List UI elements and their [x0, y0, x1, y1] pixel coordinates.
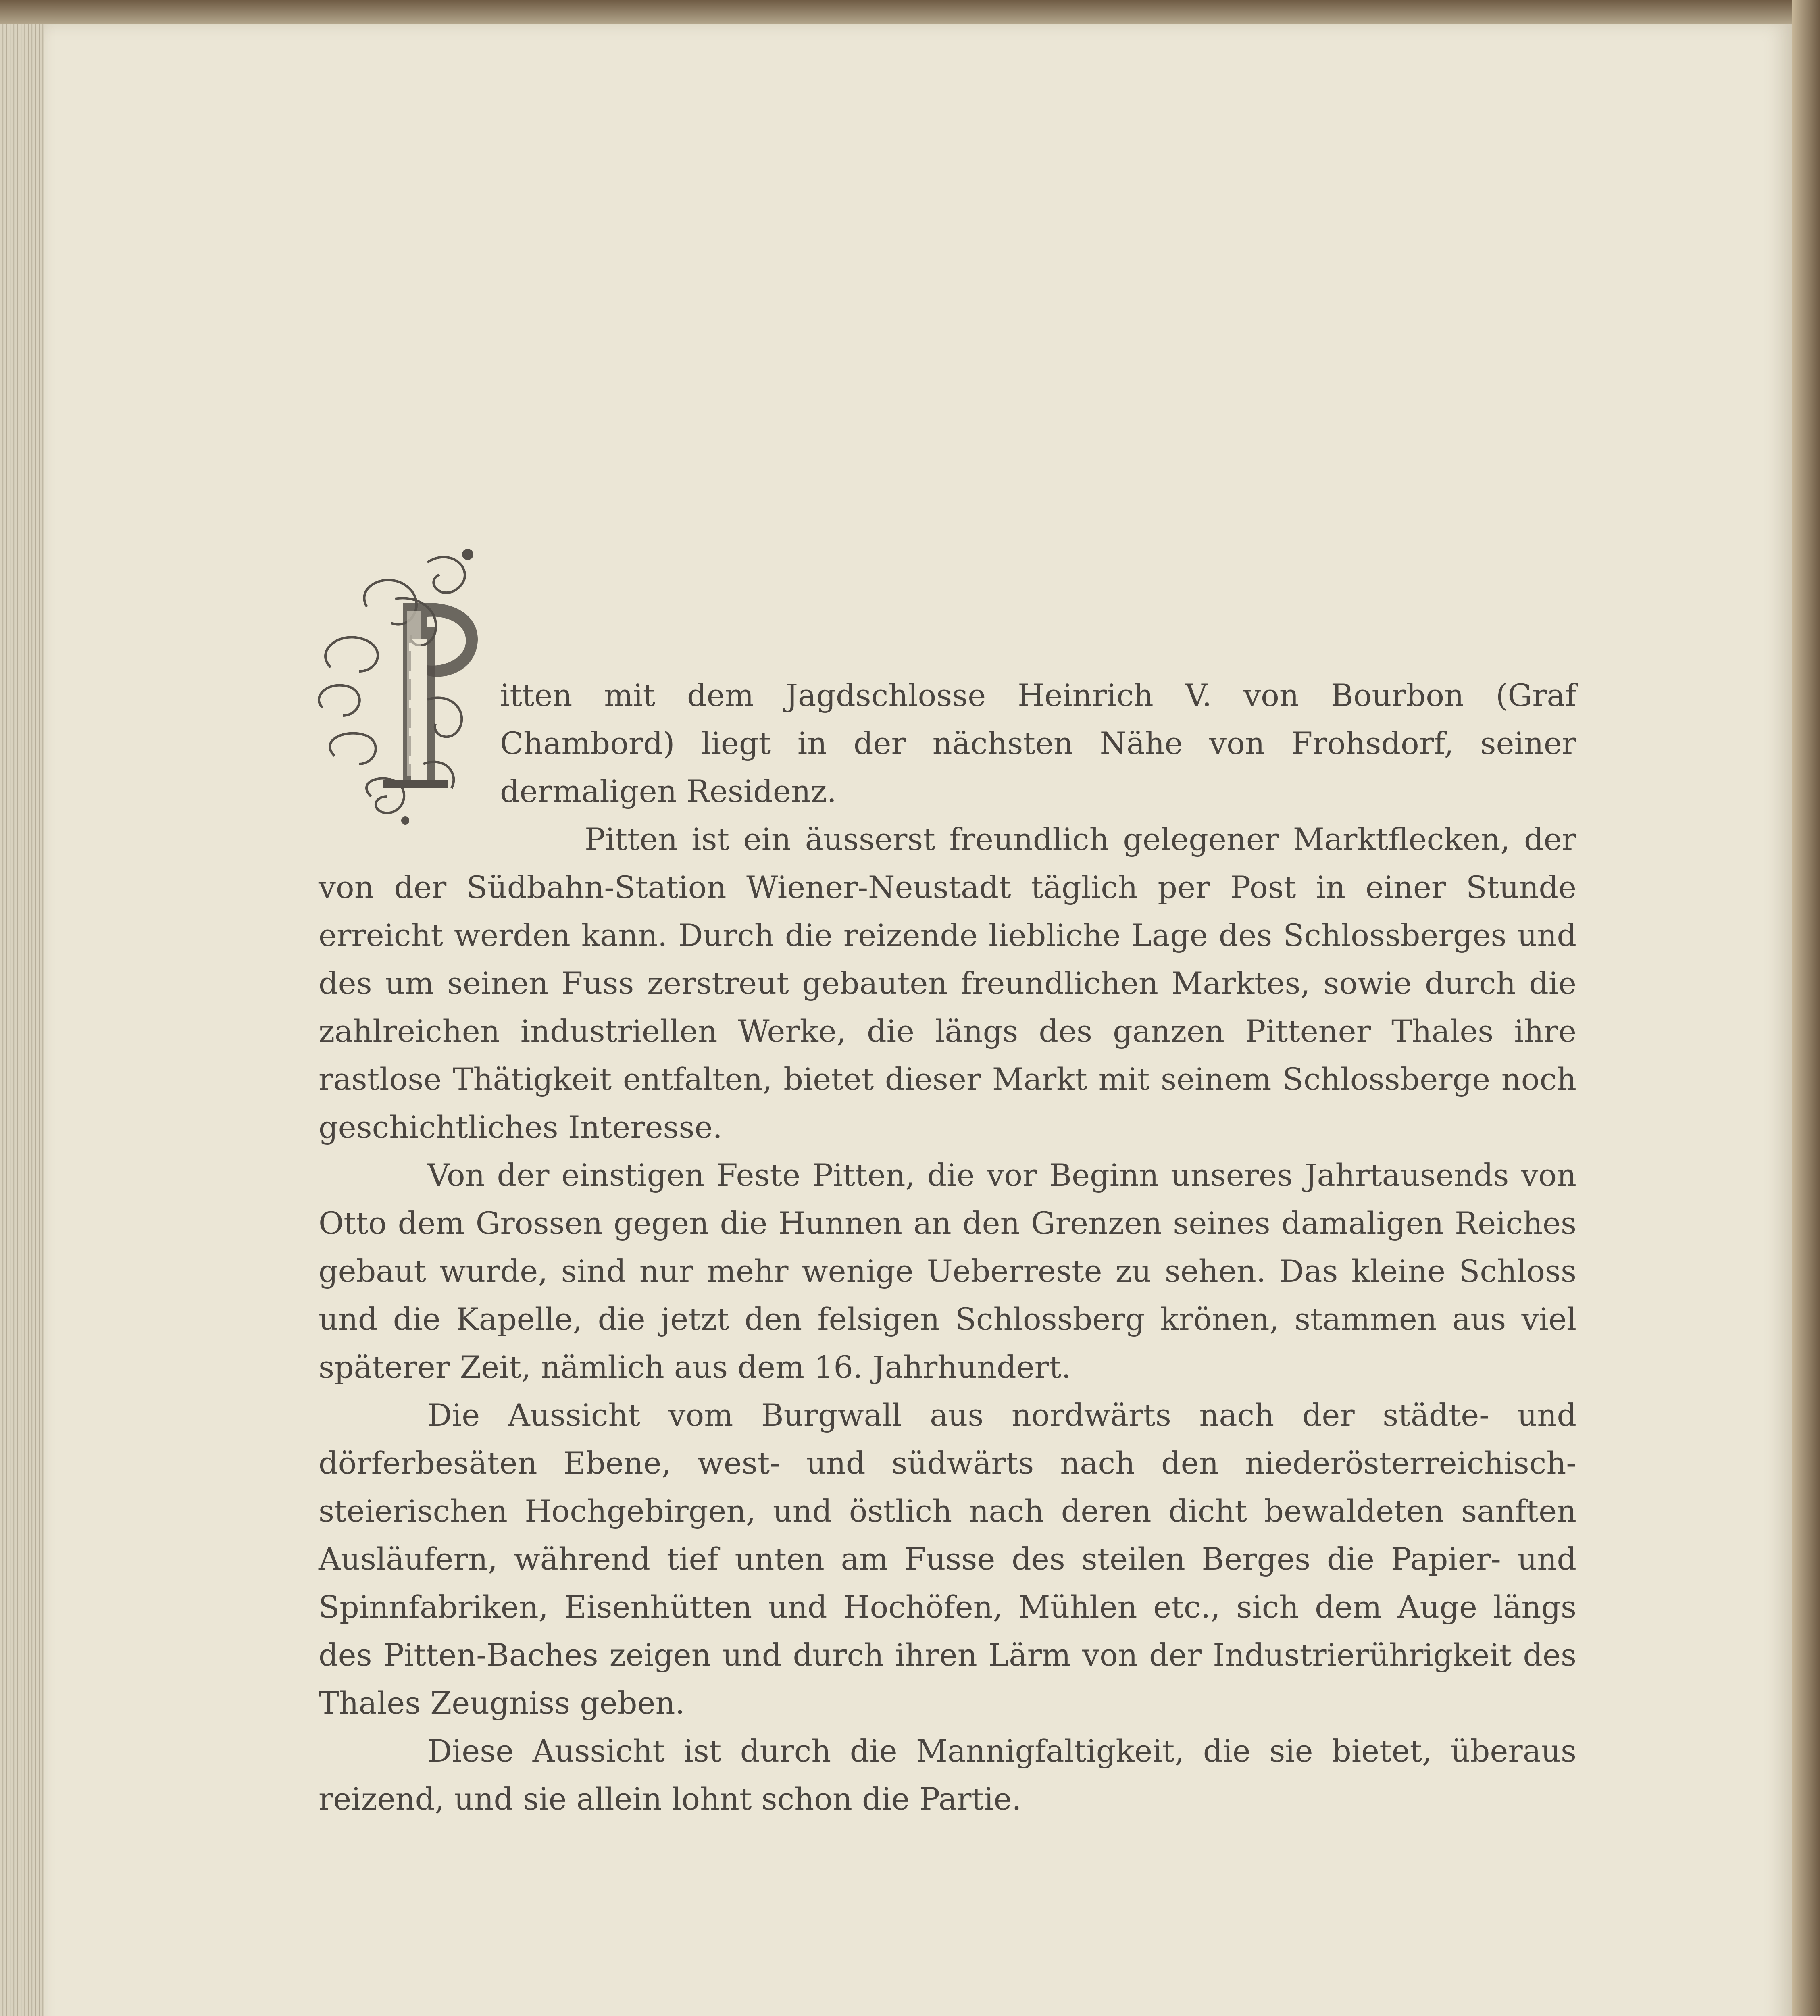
ornamental-initial-P-icon	[306, 538, 500, 845]
book-cover-top	[0, 0, 1820, 24]
paragraph-4: Die Aussicht vom Burgwall aus nordwärts nach der städte- und dörferbesäten Ebene, west- und südwärts nach den niederösterreichisch-steierischen Hochgebirgen, und östlich nach deren dicht bewaldeten sanften Ausläufern, während tief unten am Fusse des steilen Berges die Papier- und Spinnfabriken, Eisenhütten und Hochöfen, Mühlen etc., sich dem Auge längs des Pitten-Baches zeigen und durch ihren Lärm von der Industrierührigkeit des Thales Zeugniss geben.	[319, 1397, 1576, 1721]
book-cover-right	[1792, 0, 1820, 2016]
paragraph-2: Pitten ist ein äusserst freundlich gelegener Marktflecken, der von der Südbahn-Station Wiener-Neustadt täglich per Post in einer Stunde erreicht werden kann. Durch die reizende liebliche Lage des Schlossberges und des um seinen Fuss zerstreut gebauten freundlichen Marktes, sowie durch die zahlreichen industriellen Werke, die längs des ganzen Pittener Thales ihre rastlose Thätigkeit entfalten, bietet dieser Markt mit seinem Schlossberge noch geschichtliches Interesse.	[319, 821, 1576, 1145]
page-text	[319, 671, 1576, 1823]
paragraph-1: itten mit dem Jagdschlosse Heinrich V. von Bourbon (Graf Chambord) liegt in der nächsten Nähe von Frohsdorf, seiner dermaligen Residenz.	[500, 677, 1576, 809]
paragraph-3: Von der einstigen Feste Pitten, die vor Beginn unseres Jahrtausends von Otto dem Grossen gegen die Hunnen an den Grenzen seines damaligen Reiches gebaut wurde, sind nur mehr wenige Ueberreste zu sehen. Das kleine Schloss und die Kapelle, die jetzt den felsigen Schlossberg krönen, stammen aus viel späterer Zeit, nämlich aus dem 16. Jahrhundert.	[319, 1157, 1576, 1385]
page-edges-left	[0, 24, 44, 2016]
paragraph-5: Diese Aussicht ist durch die Mannigfaltigkeit, die sie bietet, überaus reizend, und sie allein lohnt schon die Partie.	[319, 1733, 1576, 1817]
opening-paragraph-block	[319, 671, 1576, 815]
